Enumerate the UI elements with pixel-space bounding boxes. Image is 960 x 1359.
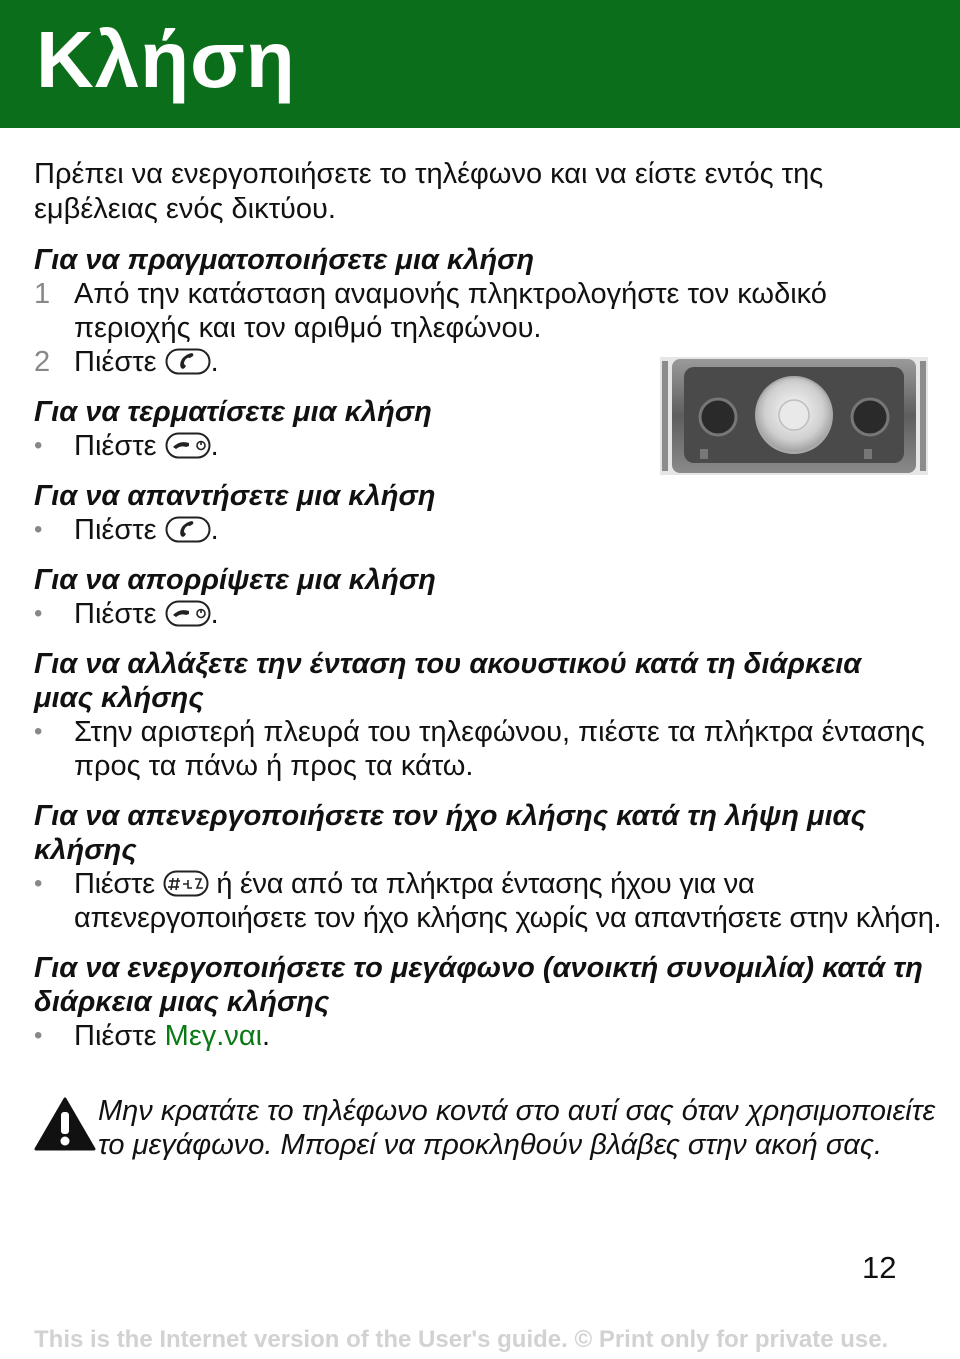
page-header [0,0,960,128]
heading-reject-call: Για να απορρίψετε μια κλήση [34,564,436,596]
punctuation: . [210,430,219,462]
punctuation: . [262,1020,271,1052]
phone-keypad-illustration [660,357,928,475]
step-number: 2 [34,346,51,378]
punctuation: . [210,598,219,630]
item-text: Πιέστε [74,430,157,462]
item-text: Πιέστε [74,598,157,630]
item-text: Στην αριστερή πλευρά του τηλεφώνου, πιέστε τα πλήκτρα έντασης προς τα πάνω ή προς τα κάτω. [74,716,925,782]
bullet: • [34,600,43,627]
item-text: Πιέστε [74,1020,157,1052]
heading-answer-call: Για να απαντήσετε μια κλήση [34,480,436,512]
intro-text: Πρέπει να ενεργοποιήσετε το τηλέφωνο και να είστε εντός της εμβέλειας ενός δικτύου. [34,158,824,225]
list-item [34,513,934,547]
page-content [34,157,942,1053]
hash-silent-key-icon [163,870,209,897]
end-call-key-icon [165,600,211,627]
end-call-key-icon [165,432,211,459]
step-number: 1 [34,278,51,310]
call-key-icon [165,348,211,375]
item-text: Πιέστε [74,514,157,546]
step-text: Από την κατάσταση αναμονής πληκτρολογήστε τον κωδικό περιοχής και τον αριθμό τηλεφώνου. [74,278,827,344]
heading-end-call: Για να τερματίσετε μια κλήση [34,396,432,428]
bullet: • [34,432,43,459]
page-number: 12 [862,1250,897,1285]
warning-text: Μην κρατάτε το τηλέφωνο κοντά στο αυτί σας όταν χρησιμοποιείτε το μεγάφωνο. Μπορεί να προκληθούν βλάβες στην ακοή σας. [98,1095,936,1161]
footer-note: This is the Internet version of the User's guide. © Print only for private use. [34,1326,889,1353]
warning-note [34,1094,934,1174]
step-text: Πιέστε [74,346,157,378]
bullet: • [34,1022,43,1049]
heading-speaker: Για να ενεργοποιήσετε το μεγάφωνο (ανοικτή συνομιλία) κατά τη διάρκεια μιας κλήσης [34,952,923,1018]
bullet: • [34,516,43,543]
warning-icon [34,1096,96,1152]
softkey-label: Μεγ.ναι [164,1020,263,1052]
call-key-icon [165,516,211,543]
heading-make-call: Για να πραγματοποιήσετε μια κλήση [34,244,535,276]
punctuation: . [210,514,219,546]
bullet: • [34,870,43,897]
heading-volume: Για να αλλάξετε την ένταση του ακουστικού κατά τη διάρκεια μιας κλήσης [34,648,862,714]
list-item [34,597,934,631]
list-item [34,867,960,935]
item-text: ή ένα από τα πλήκτρα έντασης ήχου για να απενεργοποιήσετε τον ήχο κλήσης χωρίς να απαντήσετε στην κλήση. [74,868,942,934]
list-item [34,715,954,783]
list-item [34,1019,934,1053]
page-title: Κλήση [36,15,296,104]
heading-mute-ring: Για να απενεργοποιήσετε τον ήχο κλήσης κατά τη λήψη μιας κλήσης [34,800,866,866]
step-1 [34,277,894,345]
bullet: • [34,718,43,745]
item-text: Πιέστε [74,868,155,900]
punctuation: . [210,346,219,378]
